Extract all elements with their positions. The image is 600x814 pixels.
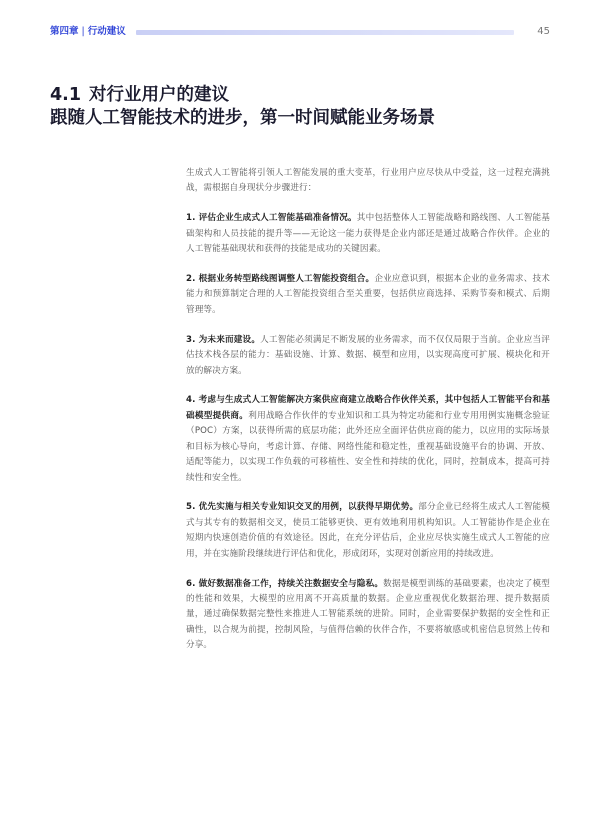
title-line-1 <box>50 84 570 107</box>
recommendation-4 <box>186 393 550 485</box>
recommendation-heading: 2. 根据业务转型路线图调整人工智能投资组合。 <box>186 274 375 285</box>
recommendation-body: 利用战略合作伙伴的专业知识和工具为特定功能和行业专用用例实施概念验证（POC）方案，以获得所需的底层功能；此外还应全面评估供应商的能力，以应用的实际场景和目标为核心导向，考虑计算、存储、网络性能和稳定性，重视基础设施平台的协调、开放、适配等能力，以实现工作负载的可移植性、安全性和持续的优化，同时，控制成本，提高可持续性和安全性。 <box>186 410 551 483</box>
recommendation-heading: 6. 做好数据准备工作，持续关注数据安全与隐私。 <box>186 578 384 589</box>
section-number: 4.1 <box>50 85 82 105</box>
recommendation-heading: 1. 评估企业生成式人工智能基础准备情况。 <box>186 213 357 224</box>
recommendation-6 <box>186 577 550 654</box>
chapter-separator: | <box>81 26 85 37</box>
recommendation-body: 人工智能必须满足不断发展的业务需求，而不仅仅局限于当前。企业应当评估技术栈各层的能力：基础设施、计算、数据、模型和应用，以实现高度可扩展、模块化和开放的解决方案。 <box>186 334 550 376</box>
section-title <box>50 84 570 130</box>
recommendation-1 <box>186 211 550 257</box>
chapter-number: 第四章 <box>50 26 79 37</box>
recommendation-5 <box>186 500 550 562</box>
header-divider <box>136 30 514 35</box>
title-main: 对行业用户的建议 <box>89 85 230 105</box>
recommendation-3 <box>186 333 550 379</box>
body-content <box>186 166 550 668</box>
recommendation-body: 数据是模型训练的基础要素，也决定了模型的性能和效果，大模型的应用离不开高质量的数据。企业应重视优化数据治理、提升数据质量，通过确保数据完整性来推进人工智能系统的进阶。同时，企业需要保护数据的安全性和正确性，以合规为前提，控制风险，与值得信赖的伙伴合作，不要将敏感或机密信息贸然上传和分享。 <box>186 578 551 651</box>
recommendation-2 <box>186 272 550 318</box>
intro-paragraph: 生成式人工智能将引领人工智能发展的重大变革，行业用户应尽快从中受益，这一过程充满挑战，需根据自身现状分步骤进行： <box>186 168 550 194</box>
chapter-section: 行动建议 <box>87 26 126 37</box>
recommendation-heading: 4. 考虑与生成式人工智能解决方案供应商建立战略合作伙伴关系，其中包括人工智能平台和基础模型提供商。 <box>186 395 550 421</box>
recommendation-body: 企业应意识到，根据本企业的业务需求、技术能力和预算制定合理的人工智能投资组合至关重要，包括供应商选择、采购节奏和模式、后期管理等。 <box>186 274 550 315</box>
page-number: 45 <box>537 26 550 37</box>
title-line-2: 跟随人工智能技术的进步，第一时间赋能业务场景 <box>50 108 435 128</box>
chapter-label <box>50 24 126 40</box>
recommendation-heading: 3. 为未来而建设。 <box>186 334 261 345</box>
recommendation-heading: 5. 优先实施与相关专业知识交叉的用例，以获得早期优势。 <box>186 502 419 513</box>
page-header <box>50 24 550 40</box>
recommendation-body: 部分企业已经将生成式人工智能模式与其专有的数据相交叉，使员工能够更快、更有效地利用机构知识。人工智能协作是企业在短期内快速创造价值的有效途径。因此，在充分评估后，企业应尽快实施生成式人工智能的应用，并在实施阶段继续进行评估和优化，形成闭环，实现对创新应用的持续改进。 <box>186 502 550 559</box>
recommendation-body: 其中包括整体人工智能战略和路线图、人工智能基础架构和人员技能的提升等——无论这一能力获得是企业内部还是通过战略合作伙伴。企业的人工智能基础现状和获得的技能是成功的关键因素。 <box>186 213 551 255</box>
